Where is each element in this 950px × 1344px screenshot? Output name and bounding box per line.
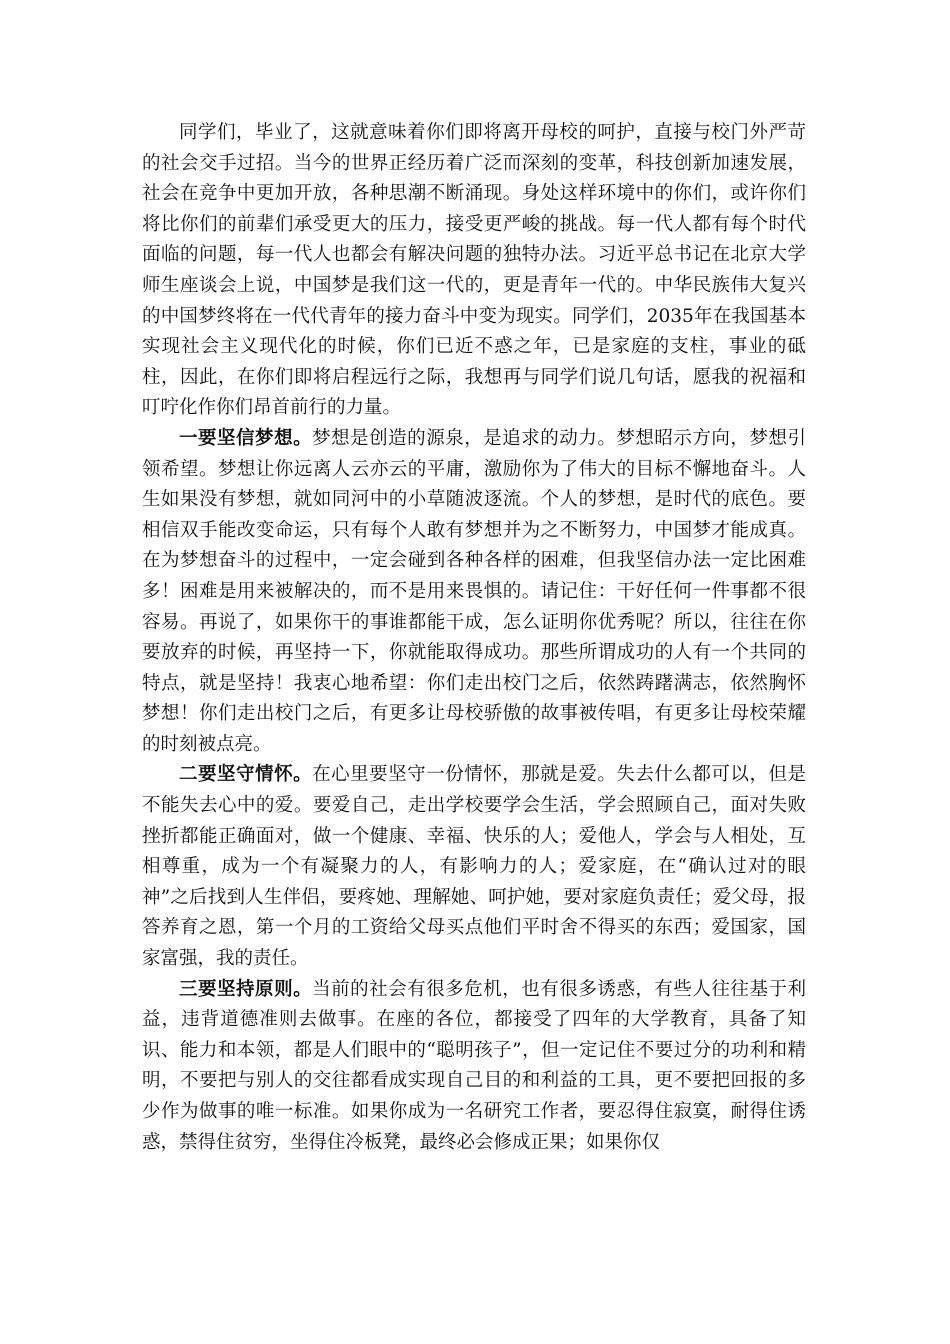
paragraph-text: 梦想是创造的源泉，是追求的动力。梦想昭示方向，梦想引领希望。梦想让你远离人云亦云的平庸，激励你为了伟大的目标不懈地奋斗。人生如果没有梦想，就如同河中的小草随波逐流。个人的梦想，是时代的底色。要相信双手能改变命运，只有每个人敢有梦想并为之不断努力，中国梦才能成真。在为梦想奋斗的过程中，一定会碰到各种各样的困难，但我坚信办法一定比困难多！困难是用来被解决的，而不是用来畏惧的。请记住：干好任何一件事都不很容易。再说了，如果你干的事谁都能干成，怎么证明你优秀呢？所以，往往在你要放弃的时候，再坚持一下，你就能取得成功。那些所谓成功的人有一个共同的特点，就是坚持！我衷心地希望：你们走出校门之后，依然踌躇满志，依然胸怀梦想！你们走出校门之后，有更多让母校骄傲的故事被传唱，有更多让母校荣耀的时刻被点亮。: [142, 427, 806, 755]
paragraph-dream: [142, 424, 806, 761]
paragraph-text: 在心里要坚守一份情怀，那就是爱。失去什么都可以，但是不能失去心中的爱。要爱自己，走出学校要学会生活，学会照顾自己，面对失败挫折都能正确面对，做一个健康、幸福、快乐的人；爱他人，学会与人相处，互相尊重，成为一个有凝聚力的人，有影响力的人；爱家庭，在“确认过对的眼神”之后找到人生伴侣，要疼她、理解她、呵护她，要对家庭负责任；爱父母，报答养育之恩，第一个月的工资给父母买点他们平时舍不得买的东西；爱国家，国家富强，我的责任。: [142, 764, 806, 970]
paragraph-lead: 二要坚守情怀。: [179, 764, 313, 786]
paragraph-feelings: [142, 760, 806, 974]
document-body: [142, 118, 806, 1158]
paragraph-text: 同学们，毕业了，这就意味着你们即将离开母校的呵护，直接与校门外严苛的社会交手过招。当今的世界正经历着广泛而深刻的变革，科技创新加速发展，社会在竞争中更加开放，各种思潮不断涌现。身处这样环境中的你们，或许你们将比你们的前辈们承受更大的压力，接受更严峻的挑战。每一代人都有每个时代面临的问题，每一代人也都会有解决问题的独特办法。习近平总书记在北京大学师生座谈会上说，中国梦是我们这一代的，更是青年一代的。中华民族伟大复兴的中国梦终将在一代代青年的接力奋斗中变为现实。同学们，2035年在我国基本实现社会主义现代化的时候，你们已近不惑之年，已是家庭的支柱，事业的砥柱，因此，在你们即将启程远行之际，我想再与同学们说几句话，愿我的祝福和叮咛化作你们昂首前行的力量。: [142, 122, 806, 419]
paragraph-principles: [142, 975, 806, 1159]
paragraph-lead: 三要坚持原则。: [179, 978, 313, 1000]
paragraph-intro: [142, 118, 806, 424]
paragraph-lead: 一要坚信梦想。: [179, 427, 313, 449]
paragraph-text: 当前的社会有很多危机，也有很多诱惑，有些人往往基于利益，违背道德准则去做事。在座的各位，都接受了四年的大学教育，具备了知识、能力和本领，都是人们眼中的“聪明孩子”，但一定记住不要过分的功利和精明，不要把与别人的交往都看成实现自己目的和利益的工具，更不要把回报的多少作为做事的唯一标准。如果你成为一名研究工作者，要忍得住寂寞，耐得住诱惑，禁得住贫穷，坐得住冷板凳，最终必会修成正果；如果你仅: [142, 978, 806, 1153]
